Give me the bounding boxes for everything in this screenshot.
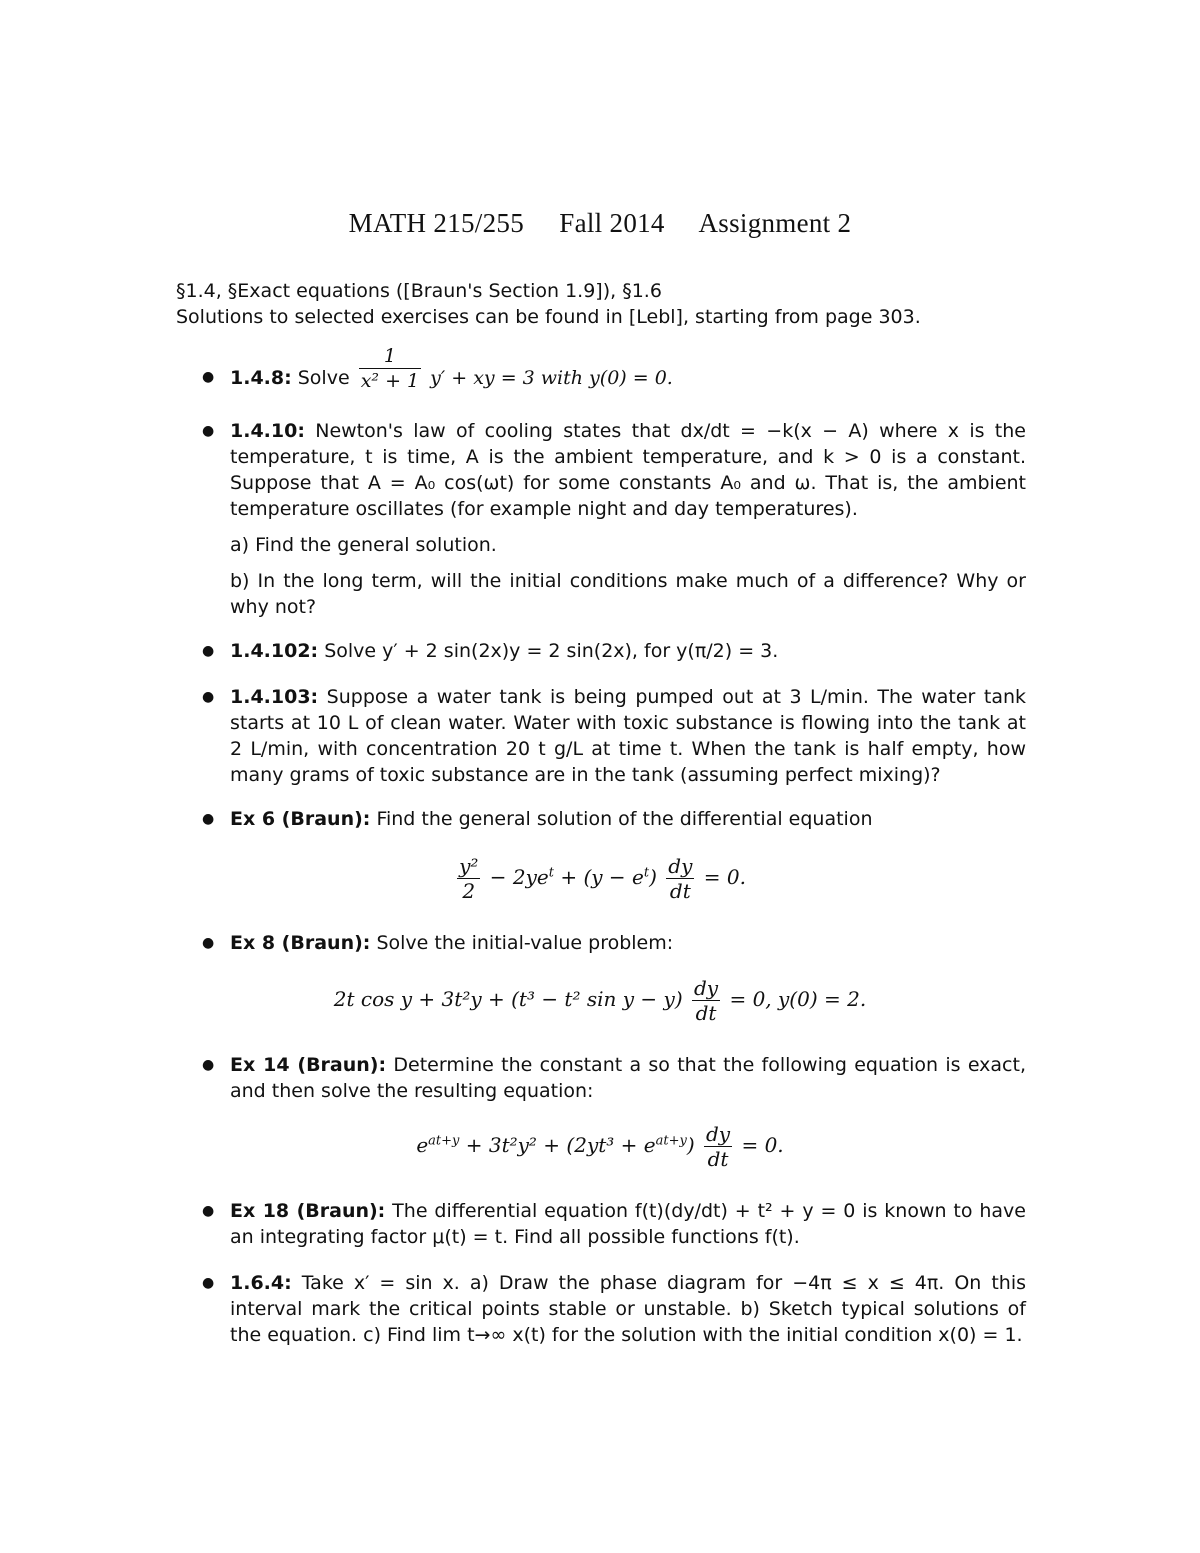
bullet-icon: ● (202, 935, 215, 951)
exercise-label: 1.4.102: (230, 640, 319, 662)
exercise-label: 1.4.103: (230, 686, 319, 708)
exercise-1-4-102 (202, 638, 1026, 664)
exercise-1-4-10 (202, 418, 1026, 620)
bullet-icon: ● (202, 643, 215, 659)
fraction-numerator: dy (706, 1122, 731, 1146)
equation-ex-14 (0, 1122, 1200, 1171)
fraction (704, 1122, 732, 1171)
exercise-text: Solve the initial-value problem: (376, 932, 674, 954)
fraction (359, 344, 421, 393)
fraction (666, 854, 694, 903)
equation-part: = 0. (741, 1133, 784, 1157)
exercise-ex-18 (202, 1198, 1026, 1250)
superscript: at+y (655, 1133, 687, 1149)
page-title: MATH 215/255 Fall 2014 Assignment 2 (348, 208, 852, 238)
fraction-numerator: y² (459, 854, 479, 878)
equation-part: + (y − e (560, 865, 644, 889)
equation-ex-6 (0, 854, 1200, 903)
exercise-label: Ex 18 (Braun): (230, 1200, 386, 1222)
exercise-ex-8 (202, 930, 1026, 956)
superscript: t (643, 865, 650, 881)
exercise-text: Determine the constant a so that the following equation is exact, and then solve the resulting equation: (230, 1054, 1026, 1102)
fraction-numerator: dy (693, 976, 719, 1000)
bullet-icon: ● (202, 1275, 215, 1291)
fraction-denominator: dt (695, 1001, 717, 1025)
exercise-1-6-4 (202, 1270, 1026, 1348)
bullet-icon: ● (202, 689, 215, 705)
exercise-text: Newton's law of cooling states that dx/dt = −k(x − A) where x is the temperature, t is time, A is the ambient temperature, and k > 0 is a constant. Suppose that A = A₀ cos(ωt) for some constants A₀ and ω. That is, the ambient temperature oscillates (for example night and day temperatures). (230, 420, 1026, 520)
equation-part: = 0. (703, 865, 746, 889)
exercise-text: Find the general solution of the differential equation (376, 808, 873, 830)
equation-part: e (416, 1133, 429, 1157)
superscript: t (548, 865, 554, 881)
equation-ex-8 (0, 976, 1200, 1025)
exercise-label: 1.4.8: (230, 367, 292, 389)
exercise-1-4-103 (202, 684, 1027, 788)
exercise-text: The differential equation f(t)(dy/dt) + t² + y = 0 is known to have an integrating factor μ(t) = t. Find all possible functions f(t). (230, 1200, 1026, 1248)
equation-part: = 0, y(0) = 2. (729, 987, 867, 1011)
fraction-denominator: 2 (462, 879, 476, 903)
exercise-text: Take x′ = sin x. a) Draw the phase diagram for −4π ≤ x ≤ 4π. On this interval mark the critical points stable or unstable. b) Sketch typical solutions of the equation. c) Find lim t→∞ x(t) for the solution with the initial condition x(0) = 1. (230, 1272, 1026, 1346)
equation-part: − 2ye (489, 865, 549, 889)
exercise-ex-14 (202, 1052, 1026, 1104)
fraction-numerator: 1 (359, 344, 421, 369)
bullet-icon: ● (202, 423, 215, 439)
fraction (692, 976, 720, 1025)
exercise-text-post: y′ + xy = 3 with y(0) = 0. (430, 367, 673, 389)
equation-part: ) (686, 1133, 695, 1157)
bullet-icon: ● (202, 1057, 215, 1073)
equation-part: + 3t²y² + (2yt³ + e (465, 1133, 656, 1157)
exercise-label: Ex 14 (Braun): (230, 1054, 387, 1076)
exercise-text: Solve y′ + 2 sin(2x)y = 2 sin(2x), for y(π/2) = 3. (324, 640, 779, 662)
superscript: at+y (428, 1133, 460, 1149)
exercise-1-4-8 (202, 345, 1026, 393)
exercise-label: Ex 6 (Braun): (230, 808, 371, 830)
bullet-icon: ● (202, 369, 215, 385)
exercise-text: Suppose a water tank is being pumped out at 3 L/min. The water tank starts at 10 L of clean water. Water with toxic substance is flowing into the tank at 2 L/min, with concentration 20 t g/L at time t. When the tank is half empty, how many grams of toxic substance are in the tank (assuming perfect mixing)? (230, 686, 1027, 786)
exercise-label: 1.4.10: (230, 420, 305, 442)
fraction-numerator: dy (668, 854, 693, 878)
exercise-label: Ex 8 (Braun): (230, 932, 371, 954)
exercise-text-pre: Solve (297, 367, 350, 389)
sections-line: §1.4, §Exact equations ([Braun's Section 1.9]), §1.6 (176, 280, 662, 302)
exercise-label: 1.6.4: (230, 1272, 292, 1294)
equation-part: 2t cos y + 3t²y + (t³ − t² sin y − y) (333, 987, 683, 1011)
bullet-icon: ● (202, 811, 215, 827)
solutions-note: Solutions to selected exercises can be found in [Lebl], starting from page 303. (176, 306, 921, 328)
bullet-icon: ● (202, 1203, 215, 1219)
exercise-ex-6 (202, 806, 1026, 832)
equation-part: ) (649, 865, 657, 889)
fraction-denominator: dt (669, 879, 691, 903)
exercise-part-a: a) Find the general solution. (230, 534, 497, 556)
fraction-denominator: dt (707, 1147, 729, 1171)
exercise-part-b: b) In the long term, will the initial conditions make much of a difference? Why or why not? (230, 570, 1026, 618)
fraction (457, 854, 480, 903)
fraction-denominator: x² + 1 (360, 370, 420, 392)
